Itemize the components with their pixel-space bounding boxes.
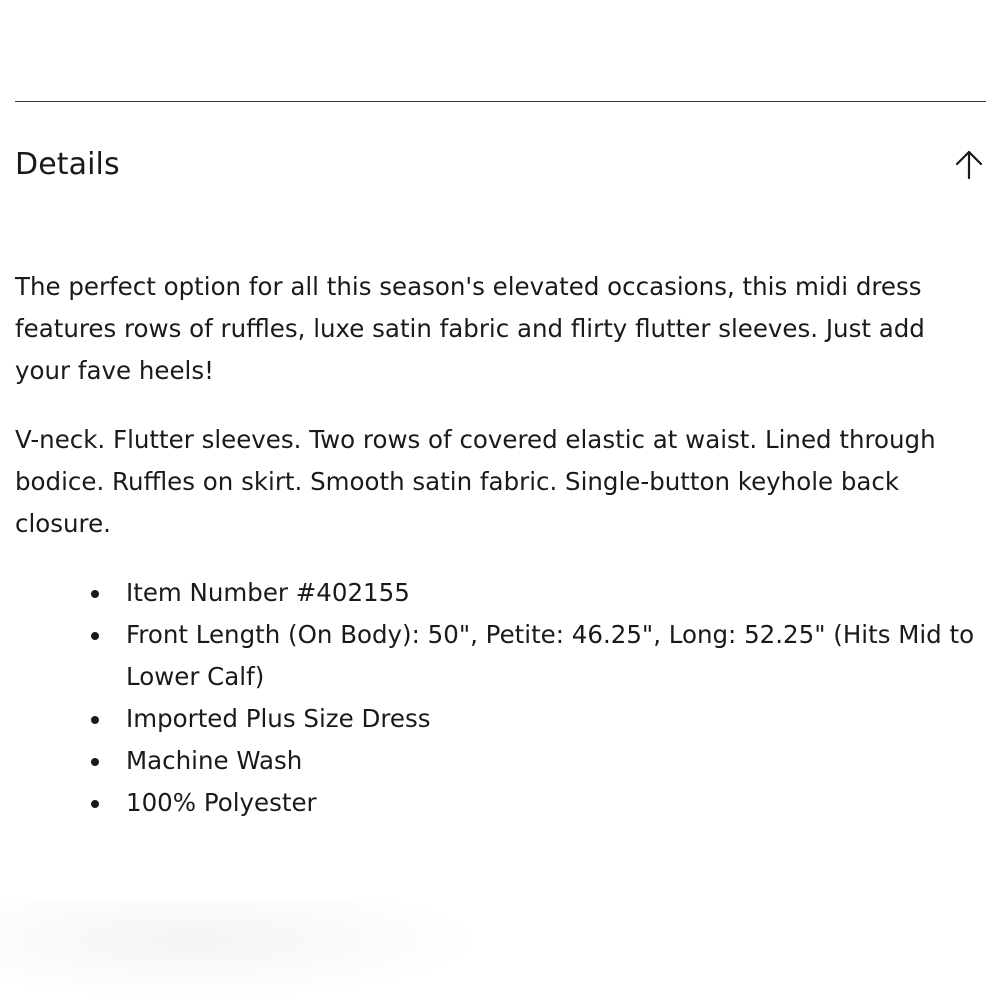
description-paragraph: The perfect option for all this season's elevated occasions, this midi dress features rows of ruffles, luxe satin fabric and flirty flutter sleeves. Just add your fave heels!	[15, 272, 925, 385]
list-item: Front Length (On Body): 50", Petite: 46.25", Long: 52.25" (Hits Mid to Lower Calf)	[126, 614, 980, 698]
details-list	[15, 572, 980, 824]
details-accordion-header[interactable]	[15, 138, 986, 190]
list-item: Item Number #402155	[126, 572, 980, 614]
details-title: Details	[15, 146, 120, 182]
description-paragraph: V-neck. Flutter sleeves. Two rows of covered elastic at waist. Lined through bodice. Ruffles on skirt. Smooth satin fabric. Single-button keyhole back closure.	[15, 425, 936, 538]
list-item: Machine Wash	[126, 740, 980, 782]
section-divider	[15, 101, 986, 102]
list-item: 100% Polyester	[126, 782, 980, 824]
background-fade	[0, 900, 480, 1000]
arrow-up-icon[interactable]	[952, 147, 986, 181]
details-content	[15, 266, 980, 824]
list-item: Imported Plus Size Dress	[126, 698, 980, 740]
